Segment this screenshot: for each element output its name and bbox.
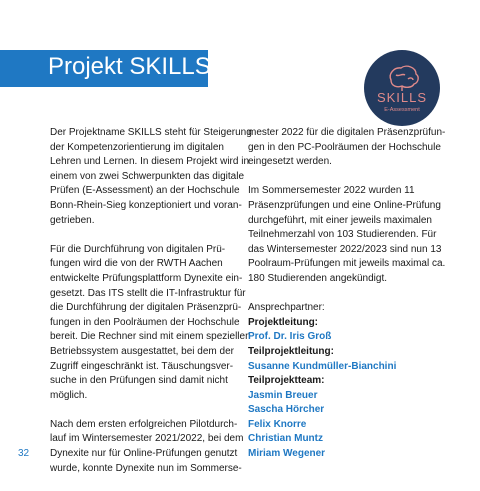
team-member: Felix Knorre bbox=[248, 418, 307, 430]
team-member: Miriam Wegener bbox=[248, 448, 326, 460]
paragraph: Im Sommersemester 2022 wurden 11 Präsenzprüfungen und eine Online-Prüfung durchgeführt, mit einer jeweils maximalen Teilnehmerzahl von 103 Studierenden. Für das Wintersemester 2022/2023 sind nun 13 Poolraum-Prüfungen mit jeweils maximal ca. 180 Studierenden angekündigt. bbox=[248, 185, 446, 284]
contacts-section bbox=[248, 301, 450, 462]
skills-logo bbox=[364, 50, 440, 126]
team-member: Jasmin Breuer bbox=[248, 389, 318, 401]
team-member: Sascha Hörcher bbox=[248, 404, 325, 416]
lead-label: Projektleitung: bbox=[248, 316, 319, 328]
logo-subtitle: E-Assessment bbox=[384, 107, 420, 113]
right-column bbox=[248, 126, 450, 462]
sublead-name: Susanne Kundmüller-Bianchini bbox=[248, 360, 397, 372]
left-column bbox=[50, 126, 252, 491]
paragraph: Der Projektname SKILLS steht für Steigerung der Kompetenzorientierung im digitalen Lehren und Lernen. In diesem Projekt wird in einem von zwei Schwerpunkten das digitale Prüfen (E-Assessment) an der Hochschule Bonn-Rhein-Sieg konzeptioniert und voran- getrieben. bbox=[50, 127, 252, 226]
paragraph: mester 2022 für die digitalen Präsenzprüfun- gen in den PC-Poolräumen der Hochschule eingesetzt werden. bbox=[248, 127, 446, 168]
team-member: Christian Muntz bbox=[248, 433, 323, 445]
lead-name: Prof. Dr. Iris Groß bbox=[248, 331, 332, 343]
contacts-label: Ansprechpartner: bbox=[248, 302, 325, 314]
sublead-label: Teilprojektleitung: bbox=[248, 345, 334, 357]
team-label: Teilprojektteam: bbox=[248, 375, 325, 387]
paragraph: Nach dem ersten erfolgreichen Pilotdurch- lauf im Wintersemester 2021/2022, bei dem Dynexite nur für Online-Prüfungen genutzt wurde, konnte Dynexite nun im Sommerse- bbox=[50, 418, 244, 474]
page-number: 32 bbox=[18, 448, 30, 459]
page-title: Projekt SKILLS bbox=[48, 53, 211, 80]
logo-word: SKILLS bbox=[376, 90, 428, 105]
paragraph: Für die Durchführung von digitalen Prü- fungen wird die von der RWTH Aachen entwickelte Prüfungsplattform Dynexite ein- gesetzt. Das ITS stellt die IT-Infrastruktur für die Durchführung der digitalen Präsenzprü- fungen in den Poolräumen der Hochschule bereit. Die Rechner sind mit einem speziellen Betriebssystem ausgestattet, bei dem der Zugriff eingeschränkt ist. Täuschungsver- suche in den Prüfungen sind damit nicht möglich. bbox=[50, 243, 251, 401]
